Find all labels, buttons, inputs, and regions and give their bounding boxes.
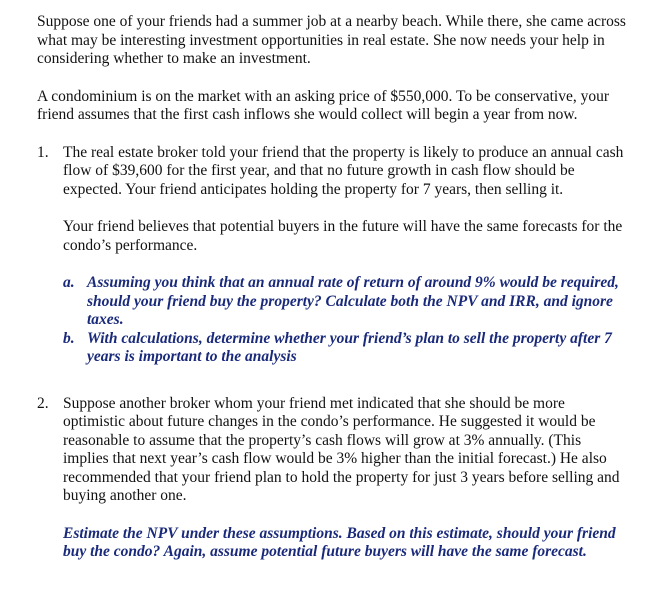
intro-paragraph-1: Suppose one of your friends had a summer job at a nearby beach. While there, she came across what may be interesting investment opportunities in real estate. She now needs your help in considering whether to make an investment.: [37, 13, 626, 67]
question-2: [37, 395, 627, 562]
question-text: Suppose another broker whom your friend met indicated that she should be more optimistic about future changes in the condo’s performance. He suggested it would be reasonable to assume that the property’s cash flows will grow at 3% annually. (This implies that next year’s cash flow would be 3% higher than the initial forecast.) He also recommended that your friend plan to hold the property for just 3 years before selling and buying another one.: [63, 394, 620, 504]
subquestion-a: [63, 274, 627, 330]
question-list: [37, 144, 627, 562]
question-1: [37, 144, 627, 367]
question-text: The real estate broker told your friend that the property is likely to produce an annual cash flow of $39,600 for the first year, and that no future growth in cash flow should be expected. Your friend anticipates holding the property for 7 years, then selling it.: [63, 143, 624, 198]
subquestion-list: [63, 274, 627, 367]
subquestion-letter: b.: [63, 329, 75, 347]
question-number: 2.: [37, 394, 49, 412]
subquestion-text: With calculations, determine whether your friend’s plan to sell the property after 7 years is important to the analysis: [87, 329, 612, 365]
subquestion-letter: a.: [63, 274, 75, 291]
subquestion-text: Assuming you think that an annual rate of return of around 9% would be required, should your friend buy the property? Calculate both the NPV and IRR, and ignore taxes.: [87, 274, 619, 328]
subquestion-b: [63, 330, 627, 367]
question-followup: Your friend believes that potential buyers in the future will have the same forecasts for the condo’s performance.: [63, 218, 623, 254]
question-emphasis: Estimate the NPV under these assumptions. Based on this estimate, should your friend buy the condo? Again, assume potential future buyers will have the same forecast.: [63, 524, 616, 560]
document-page: [37, 13, 627, 562]
question-number: 1.: [37, 143, 49, 161]
intro-paragraph-2: A condominium is on the market with an asking price of $550,000. To be conservative, your friend assumes that the first cash inflows she would collect will begin a year from now.: [37, 87, 610, 123]
